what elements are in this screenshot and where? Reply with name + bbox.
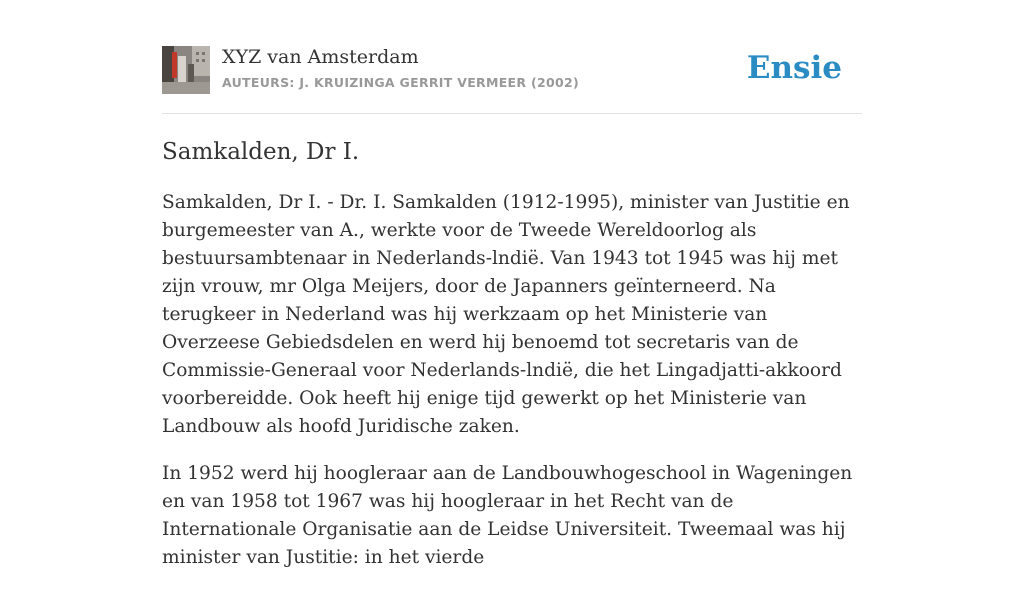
article-body (162, 189, 862, 591)
header (162, 46, 862, 96)
book-title[interactable]: XYZ van Amsterdam (222, 46, 419, 68)
city-photo-icon (162, 46, 210, 94)
header-divider (162, 113, 862, 114)
book-authors: AUTEURS: J. KRUIZINGA GERRIT VERMEER (2002) (222, 75, 579, 90)
article-paragraph: In 1952 werd hij hoogleraar aan de Landbouwhogeschool in Wageningen en van 1958 tot 1967 was hij hoogleraar in het Recht van de Internationale Organisatie aan de Leidse Universiteit. Tweemaal was hij minister van Justitie: in het vierde (162, 463, 853, 568)
book-cover-avatar[interactable] (162, 46, 210, 94)
article-paragraph: Samkalden, Dr I. - Dr. I. Samkalden (1912-1995), minister van Justitie en burgemeester van A., werkte voor de Tweede Wereldoorlog als bestuursambtenaar in Nederlands-lndië. Van 1943 tot 1945 was hij met zijn vrouw, mr Olga Meijers, door de Japanners geïnterneerd. Na terugkeer in Nederland was hij werkzaam op het Ministerie van Overzeese Gebiedsdelen en werd hij benoemd tot secretaris van de Commissie-Generaal voor Nederlands-lndië, die het Lingadjatti-akkoord voorbereidde. Ook heeft hij enige tijd gewerkt op het Ministerie van Landbouw als hoofd Juridische zaken. (162, 192, 850, 437)
article-title: Samkalden, Dr I. (162, 139, 360, 165)
ensie-logo[interactable]: Ensie (746, 50, 842, 86)
